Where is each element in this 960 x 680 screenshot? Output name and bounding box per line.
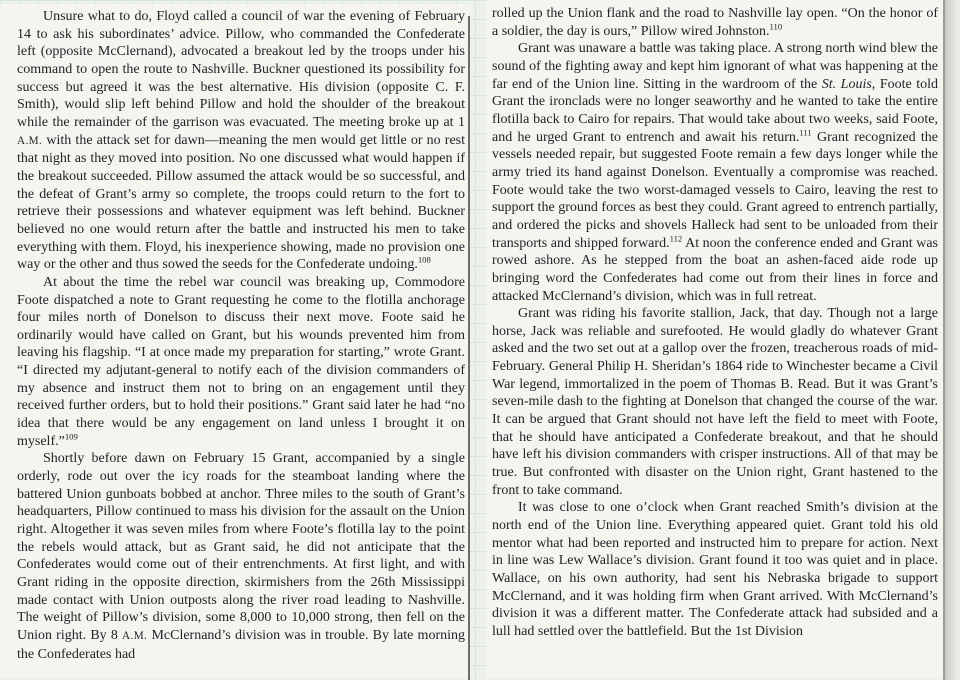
text-run: It was close to one o’clock when Grant reached Smith’s division at the north end of the Union line. Everything appeared quiet. Grant told his old mentor what had been reported and instructed him to prepare for action. Next in line was Lew Wallace’s division. Grant found it too was quiet and in place. Wallace, on his own authority, had sent his Nebraska brigade to support McClernand, and it was holding firm when Grant arrived. With McClernand’s division it was a different matter. The Confederate attack had subsided and a lull had settled over the battlefield. But the 1st Division xyxy=(492,500,938,639)
text-run: A.M. xyxy=(122,629,148,642)
paragraph xyxy=(492,305,938,499)
paragraph xyxy=(492,5,938,40)
footnote-marker: 110 xyxy=(769,21,783,31)
page-left xyxy=(0,4,470,678)
footnote-marker: 108 xyxy=(417,254,431,265)
footnote-marker: 112 xyxy=(669,232,683,243)
text-run: Shortly before dawn on February 15 Grant, accompanied by a single orderly, rode out over the icy roads for the steamboat landing where the battered Union gunboats bobbed at anchor. Three miles to the south of Grant’s headquarters, Pillow continued to mass his division for the assault on the Union right. Altogether it was seven miles from where Foote’s flotilla lay to the point the rebels would attack, but as Grant said, he did not anticipate that the Confederates would come out of their entrenchments. At first light, and with Grant riding in the opposite direction, skirmishers from the 26th Mississippi made contact with Union outposts along the river road leading to Nashville. The weight of Pillow’s division, some 8,000 to 10,000 strong, then fell on the Union right. By 8 xyxy=(17,451,465,643)
text-run: with the attack set for dawn—meaning the men would get little or no rest that night as they moved into position. No one discussed what would happen if the breakout succeeded. Pillow assumed the attack would be so successful, and the defeat of Grant’s army so complete, the troops could return to the fort to retrieve their possessions and whatever equipment was left behind. Buckner believed no one would return after the battle and instructed his men to take everything with them. Floyd, his inexperience showing, made no provision one way or the other and thus sowed the seeds for the Confederate undoing. xyxy=(17,132,465,273)
paragraph xyxy=(492,40,938,305)
text-run: Grant was riding his favorite stallion, Jack, that day. Though not a large horse, Jack was reliable and surefooted. He would gladly do whatever Grant asked and the two set out at a gallop over the frozen, treacherous roads of mid-February. General Philip H. Sheridan’s 1864 ride to Winchester became a Civil War legend, immortalized in the poem of Thomas B. Read. But it was Grant’s seven-mile dash to the fighting at Donelson that changed the course of the war. It can be argued that Grant should not have left the field to meet with Foote, that he should have anticipated a Confederate breakout, and that he should have left his division commanders with crisper instructions. All of that may be true. But confronted with disaster on the Union right, Grant hastened to the front to take command. xyxy=(492,306,938,498)
paragraph xyxy=(17,8,465,274)
text-run: A.M. xyxy=(17,134,43,147)
page-right xyxy=(486,0,945,678)
text-run: Grant recognized the vessels needed repair, but suggested Foote remain a few days longer while the army tried its hand against Donelson. Eventually a compromise was reached. Foote would take the two worst-damaged vessels to Cairo, leaving the rest to support the ground forces as best they could. Grant agreed to entrench partially, and ordered the picks and shovels Halleck had sent to be unloaded from their transports and shipped forward. xyxy=(492,129,938,251)
text-column-right xyxy=(486,0,945,678)
footnote-marker: 111 xyxy=(799,126,812,137)
paragraph xyxy=(17,450,465,663)
text-run: McClernand’s division was in trouble. By late morning the Confederates had xyxy=(17,627,465,662)
text-run: Grant was unaware a battle was taking place. A strong north wind blew the sound of the fighting away and kept him ignorant of what was happening at the far end of the Union line. Sitting in the wardroom of the xyxy=(492,41,938,92)
text-run: rolled up the Union flank and the road to Nashville lay open. “On the honor of a soldier, the day is ours,” Pillow wired Johnston. xyxy=(492,6,938,39)
footnote-marker: 109 xyxy=(64,431,78,442)
text-column-left xyxy=(0,4,470,678)
page-edge-shadow-left xyxy=(468,16,470,680)
text-run: Foote told Grant the ironclads were no longer seaworthy and he wanted to take the entire flotilla back to Cairo for repairs. That would take about two weeks, said Foote, and he urged Grant to entrench and await his return. xyxy=(492,76,939,145)
paragraph xyxy=(492,499,938,640)
text-run: St. Louis, xyxy=(821,76,876,92)
text-run: At about the time the rebel war council was breaking up, Commodore Foote dispatched a note to Grant requesting he come to the flotilla anchorage four miles north of Donelson to discuss their next move. Foote said he ordinarily would have called on Grant, but his wounds prevented him from leaving his flagship. “I at once made my preparation for starting,” wrote Grant. “I directed my adjutant-general to notify each of the division commanders of my absence and instruct them not to bring on an engagement until they received further orders, but to hold their positions.” Grant said later he had “no idea that there would be any engagement on land unless I brought it on myself.” xyxy=(17,274,465,449)
paragraph xyxy=(17,274,465,451)
page-curl-band-right xyxy=(945,0,960,680)
text-run: Unsure what to do, Floyd called a council of war the evening of February 14 to ask his subordinates’ advice. Pillow, who commanded the Confederate left (opposite McClernand), advocated a breakout led by the troops under his command to open the route to Nashville. Buckner questioned its possibility for success but agreed it was the best alternative. His division (opposite C. F. Smith), would slip left behind Pillow and hold the shoulder of the breakout while the remainder of the garrison was evacuated. The meeting broke up at 1 xyxy=(17,9,465,130)
text-run: At noon the conference ended and Grant was rowed ashore. As he stepped from the boat an ashen-faced aide rode up bringing word the Confederates had come out from their lines in force and attacked McClernand’s division, which was in full retreat. xyxy=(492,235,939,304)
